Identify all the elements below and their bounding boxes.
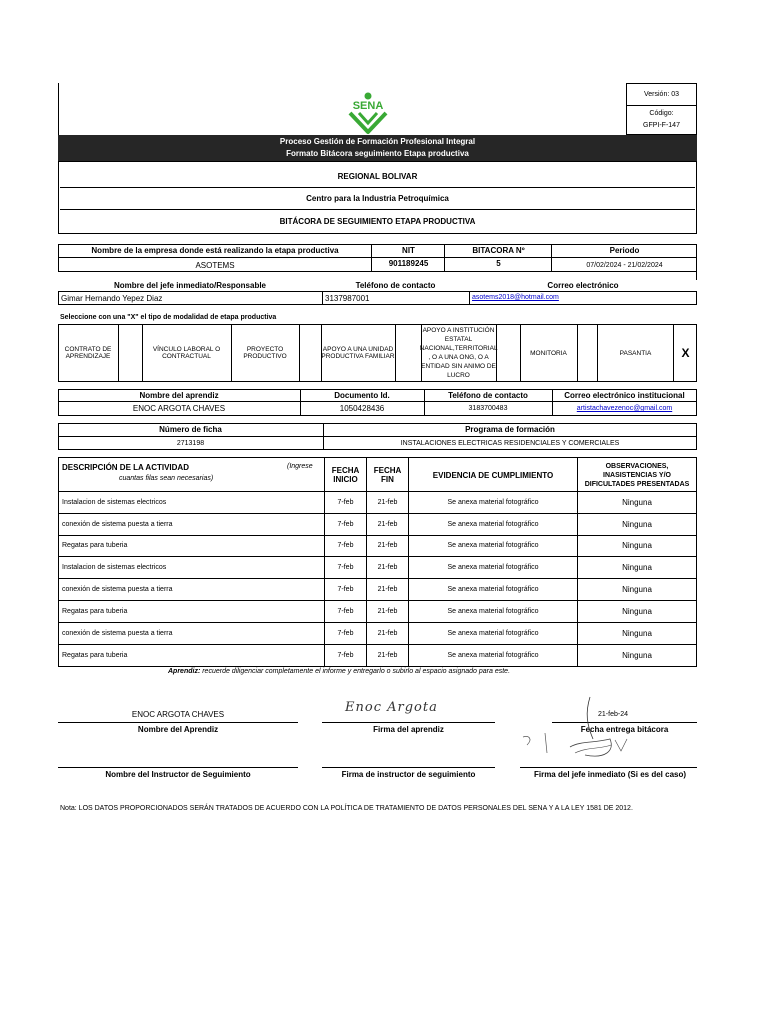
activity-desc: Regatas para tuberia <box>62 607 128 615</box>
reminder <box>168 668 648 678</box>
activity-desc: Regatas para tuberia <box>62 651 128 659</box>
privacy-note: Nota: LOS DATOS PROPORCIONADOS SERÁN TRATADOS DE ACUERDO CON LA POLÍTICA DE TRATAMIENTO DE DATOS PERSONALES DEL SENA Y A LA LEY 1581 DE 2012. <box>60 805 633 812</box>
apprentice-doc: 1050428436 <box>339 404 385 413</box>
modality-option-proyecto: PROYECTO PRODUCTIVO <box>243 346 287 360</box>
boss-name: Gimar Hernando Yepez Diaz <box>61 293 163 303</box>
activity-start: 7-feb <box>324 645 366 667</box>
activity-row <box>59 557 696 579</box>
apprentice-phone: 3183700483 <box>468 405 508 412</box>
end-date-label: FECHA FIN <box>366 458 408 492</box>
version-box <box>626 83 697 135</box>
apprentice-sign-line <box>322 722 495 723</box>
apprentice-sign-label: Firma del aprendiz <box>373 725 444 734</box>
boss-sign-label: Firma del jefe inmediato (Si es del caso) <box>533 770 687 779</box>
activity-start: 7-feb <box>324 492 366 513</box>
doc-id-label: Documento Id. <box>334 391 390 400</box>
boss-email[interactable] <box>469 291 697 303</box>
instructor-name-label: Nombre del Instructor de Seguimiento <box>105 770 251 779</box>
activity-end: 21-feb <box>366 601 408 622</box>
modality-option-contrato: CONTRATO DE APRENDIZAJE <box>64 346 112 360</box>
observations-label: OBSERVACIONES, INASISTENCIAS Y/O DIFICULTADES PRESENTADAS <box>577 458 696 492</box>
activity-evidence: Se anexa material fotográfico <box>408 514 577 535</box>
bitacora-value: 5 <box>496 258 501 268</box>
delivery-label: Fecha entrega bitácora <box>580 725 669 734</box>
code-label: Código: <box>649 109 674 117</box>
activity-row <box>59 623 696 645</box>
nit-value: 901189245 <box>388 258 429 268</box>
activity-end: 21-feb <box>366 536 408 557</box>
activity-start: 7-feb <box>324 536 366 557</box>
apprentice-signature: Enoc Argota <box>345 700 438 715</box>
activity-row <box>59 536 696 558</box>
activities-header <box>59 458 696 492</box>
bitacora-label: BITACORA Nº <box>472 246 525 255</box>
modality-option-institucion: APOYO A INSTITUCIÓN ESTATAL NACIONAL,TERRITORIAL , O A UNA ONG, O A ENTIDAD SIN ANIMO DE LUCRO <box>419 327 498 379</box>
activity-obs: Ninguna <box>577 492 696 513</box>
doc-title: BITÁCORA DE SEGUIMIENTO ETAPA PRODUCTIVA <box>279 216 476 226</box>
activity-desc-label: DESCRIPCIÓN DE LA ACTIVIDAD <box>62 463 189 472</box>
process-band <box>58 135 697 161</box>
activity-end: 21-feb <box>366 579 408 600</box>
ficha-label: Número de ficha <box>159 425 222 434</box>
sena-logo <box>340 92 396 136</box>
modality-prompt: Seleccione con una "X" el tipo de modalidad de etapa productiva <box>60 314 277 321</box>
activity-evidence: Se anexa material fotográfico <box>408 623 577 644</box>
company-name: ASOTEMS <box>195 260 235 270</box>
activity-end: 21-feb <box>366 623 408 644</box>
modality-option-monitoria: MONITORIA <box>530 349 567 357</box>
start-date-label: FECHA INICIO <box>324 458 366 492</box>
format-title: Formato Bitácora seguimiento Etapa productiva <box>286 149 469 158</box>
program-value: INSTALACIONES ELECTRICAS RESIDENCIALES Y COMERCIALES <box>400 440 620 447</box>
activity-obs: Ninguna <box>577 645 696 667</box>
instructor-sign-line <box>322 767 495 768</box>
ficha-value: 2713198 <box>176 440 205 447</box>
apprentice-name-sign-label: Nombre del Aprendiz <box>137 725 219 734</box>
apprentice-name-sign: ENOC ARGOTA CHAVES <box>131 710 225 719</box>
reminder-text: recuerde diligenciar completamente el informe y entregarlo o subirlo al espacio asignado para este. <box>200 668 511 675</box>
apprentice-phone-label: Teléfono de contacto <box>448 391 528 400</box>
modality-option-pasantia: PASANTIA <box>619 349 652 357</box>
email-label: Correo electrónico <box>547 280 619 290</box>
apprentice-email[interactable] <box>552 402 697 415</box>
program-label: Programa de formación <box>465 425 555 434</box>
activity-row <box>59 492 696 514</box>
regional: REGIONAL BOLIVAR <box>60 166 695 188</box>
activity-desc: conexión de sistema puesta a tierra <box>62 586 173 594</box>
activity-desc-note-2: cuantas filas sean necesarias) <box>119 475 214 482</box>
activity-evidence: Se anexa material fotográfico <box>408 601 577 622</box>
header-left-border <box>58 83 59 135</box>
contact-phone-label: Teléfono de contacto <box>355 280 436 290</box>
activity-obs: Ninguna <box>577 514 696 535</box>
boss-email-link[interactable]: asotems2018@hotmail.com <box>472 293 559 301</box>
activity-start: 7-feb <box>324 557 366 578</box>
sena-logo-text: SENA <box>352 100 384 112</box>
activity-start: 7-feb <box>324 601 366 622</box>
activity-evidence: Se anexa material fotográfico <box>408 557 577 578</box>
activity-evidence: Se anexa material fotográfico <box>408 645 577 667</box>
activity-start: 7-feb <box>324 579 366 600</box>
apprentice-name: ENOC ARGOTA CHAVES <box>132 404 226 413</box>
activity-evidence: Se anexa material fotográfico <box>408 536 577 557</box>
activity-obs: Ninguna <box>577 623 696 644</box>
period-label: Periodo <box>609 246 640 255</box>
activity-start: 7-feb <box>324 514 366 535</box>
activity-end: 21-feb <box>366 645 408 667</box>
divider <box>299 324 322 382</box>
period-value: 07/02/2024 - 21/02/2024 <box>586 262 663 269</box>
instructor-name-line <box>58 767 298 768</box>
apprentice-email-link[interactable]: artistachavezenoc@gmail.com <box>576 405 673 412</box>
activity-desc-note-1: (Ingrese <box>287 463 313 470</box>
apprentice-name-line <box>58 722 298 723</box>
company-name-label: Nombre de la empresa donde está realizando la etapa productiva <box>91 246 339 255</box>
evidence-label: EVIDENCIA DE CUMPLIMIENTO <box>408 458 577 492</box>
activity-desc: Instalacion de sistemas electricos <box>62 498 167 506</box>
activity-end: 21-feb <box>366 557 408 578</box>
activity-obs: Ninguna <box>577 601 696 622</box>
code-value: GFPI-F-147 <box>643 121 680 129</box>
activity-obs: Ninguna <box>577 536 696 557</box>
boss-sign-line <box>520 767 697 768</box>
process-title: Proceso Gestión de Formación Profesional Integral <box>279 137 476 146</box>
delivery-date: 21-feb-24 <box>598 711 628 718</box>
center: Centro para la Industria Petroquímica <box>60 188 695 210</box>
institutional-email-label: Correo electrónico institucional <box>564 391 685 400</box>
instructor-sign-label: Firma de instructor de seguimiento <box>341 770 476 779</box>
version: Versión: 03 <box>627 84 696 106</box>
activity-obs: Ninguna <box>577 557 696 578</box>
activity-end: 21-feb <box>366 514 408 535</box>
divider <box>118 324 143 382</box>
activity-end: 21-feb <box>366 492 408 513</box>
activity-row <box>59 579 696 601</box>
divider <box>577 324 598 382</box>
boss-signature <box>515 695 655 775</box>
activity-start: 7-feb <box>324 623 366 644</box>
apprentice-name-label: Nombre del aprendiz <box>139 391 219 400</box>
divider <box>395 324 422 382</box>
activity-desc: conexión de sistema puesta a tierra <box>62 629 173 637</box>
divider <box>496 324 521 382</box>
boss-label: Nombre del jefe inmediato/Responsable <box>113 280 267 290</box>
modality-mark: X <box>681 346 690 360</box>
boss-phone: 3137987001 <box>325 293 370 303</box>
activity-desc: conexión de sistema puesta a tierra <box>62 520 173 528</box>
reminder-bold: Aprendiz: <box>168 668 201 675</box>
activity-row <box>59 645 696 667</box>
activity-evidence: Se anexa material fotográfico <box>408 579 577 600</box>
activity-desc: Instalacion de sistemas electricos <box>62 564 167 572</box>
activity-obs: Ninguna <box>577 579 696 600</box>
activity-row <box>59 601 696 623</box>
activities-table <box>58 457 697 667</box>
activity-row <box>59 514 696 536</box>
nit-label: NIT <box>402 246 415 255</box>
modality-option-vinculo: VÍNCULO LABORAL O CONTRACTUAL <box>152 346 221 360</box>
activity-evidence: Se anexa material fotográfico <box>408 492 577 513</box>
modality-option-unidad-familiar: APOYO A UNA UNIDAD PRODUCTIVA FAMILIAR <box>321 346 395 360</box>
activity-desc: Regatas para tuberia <box>62 542 128 550</box>
